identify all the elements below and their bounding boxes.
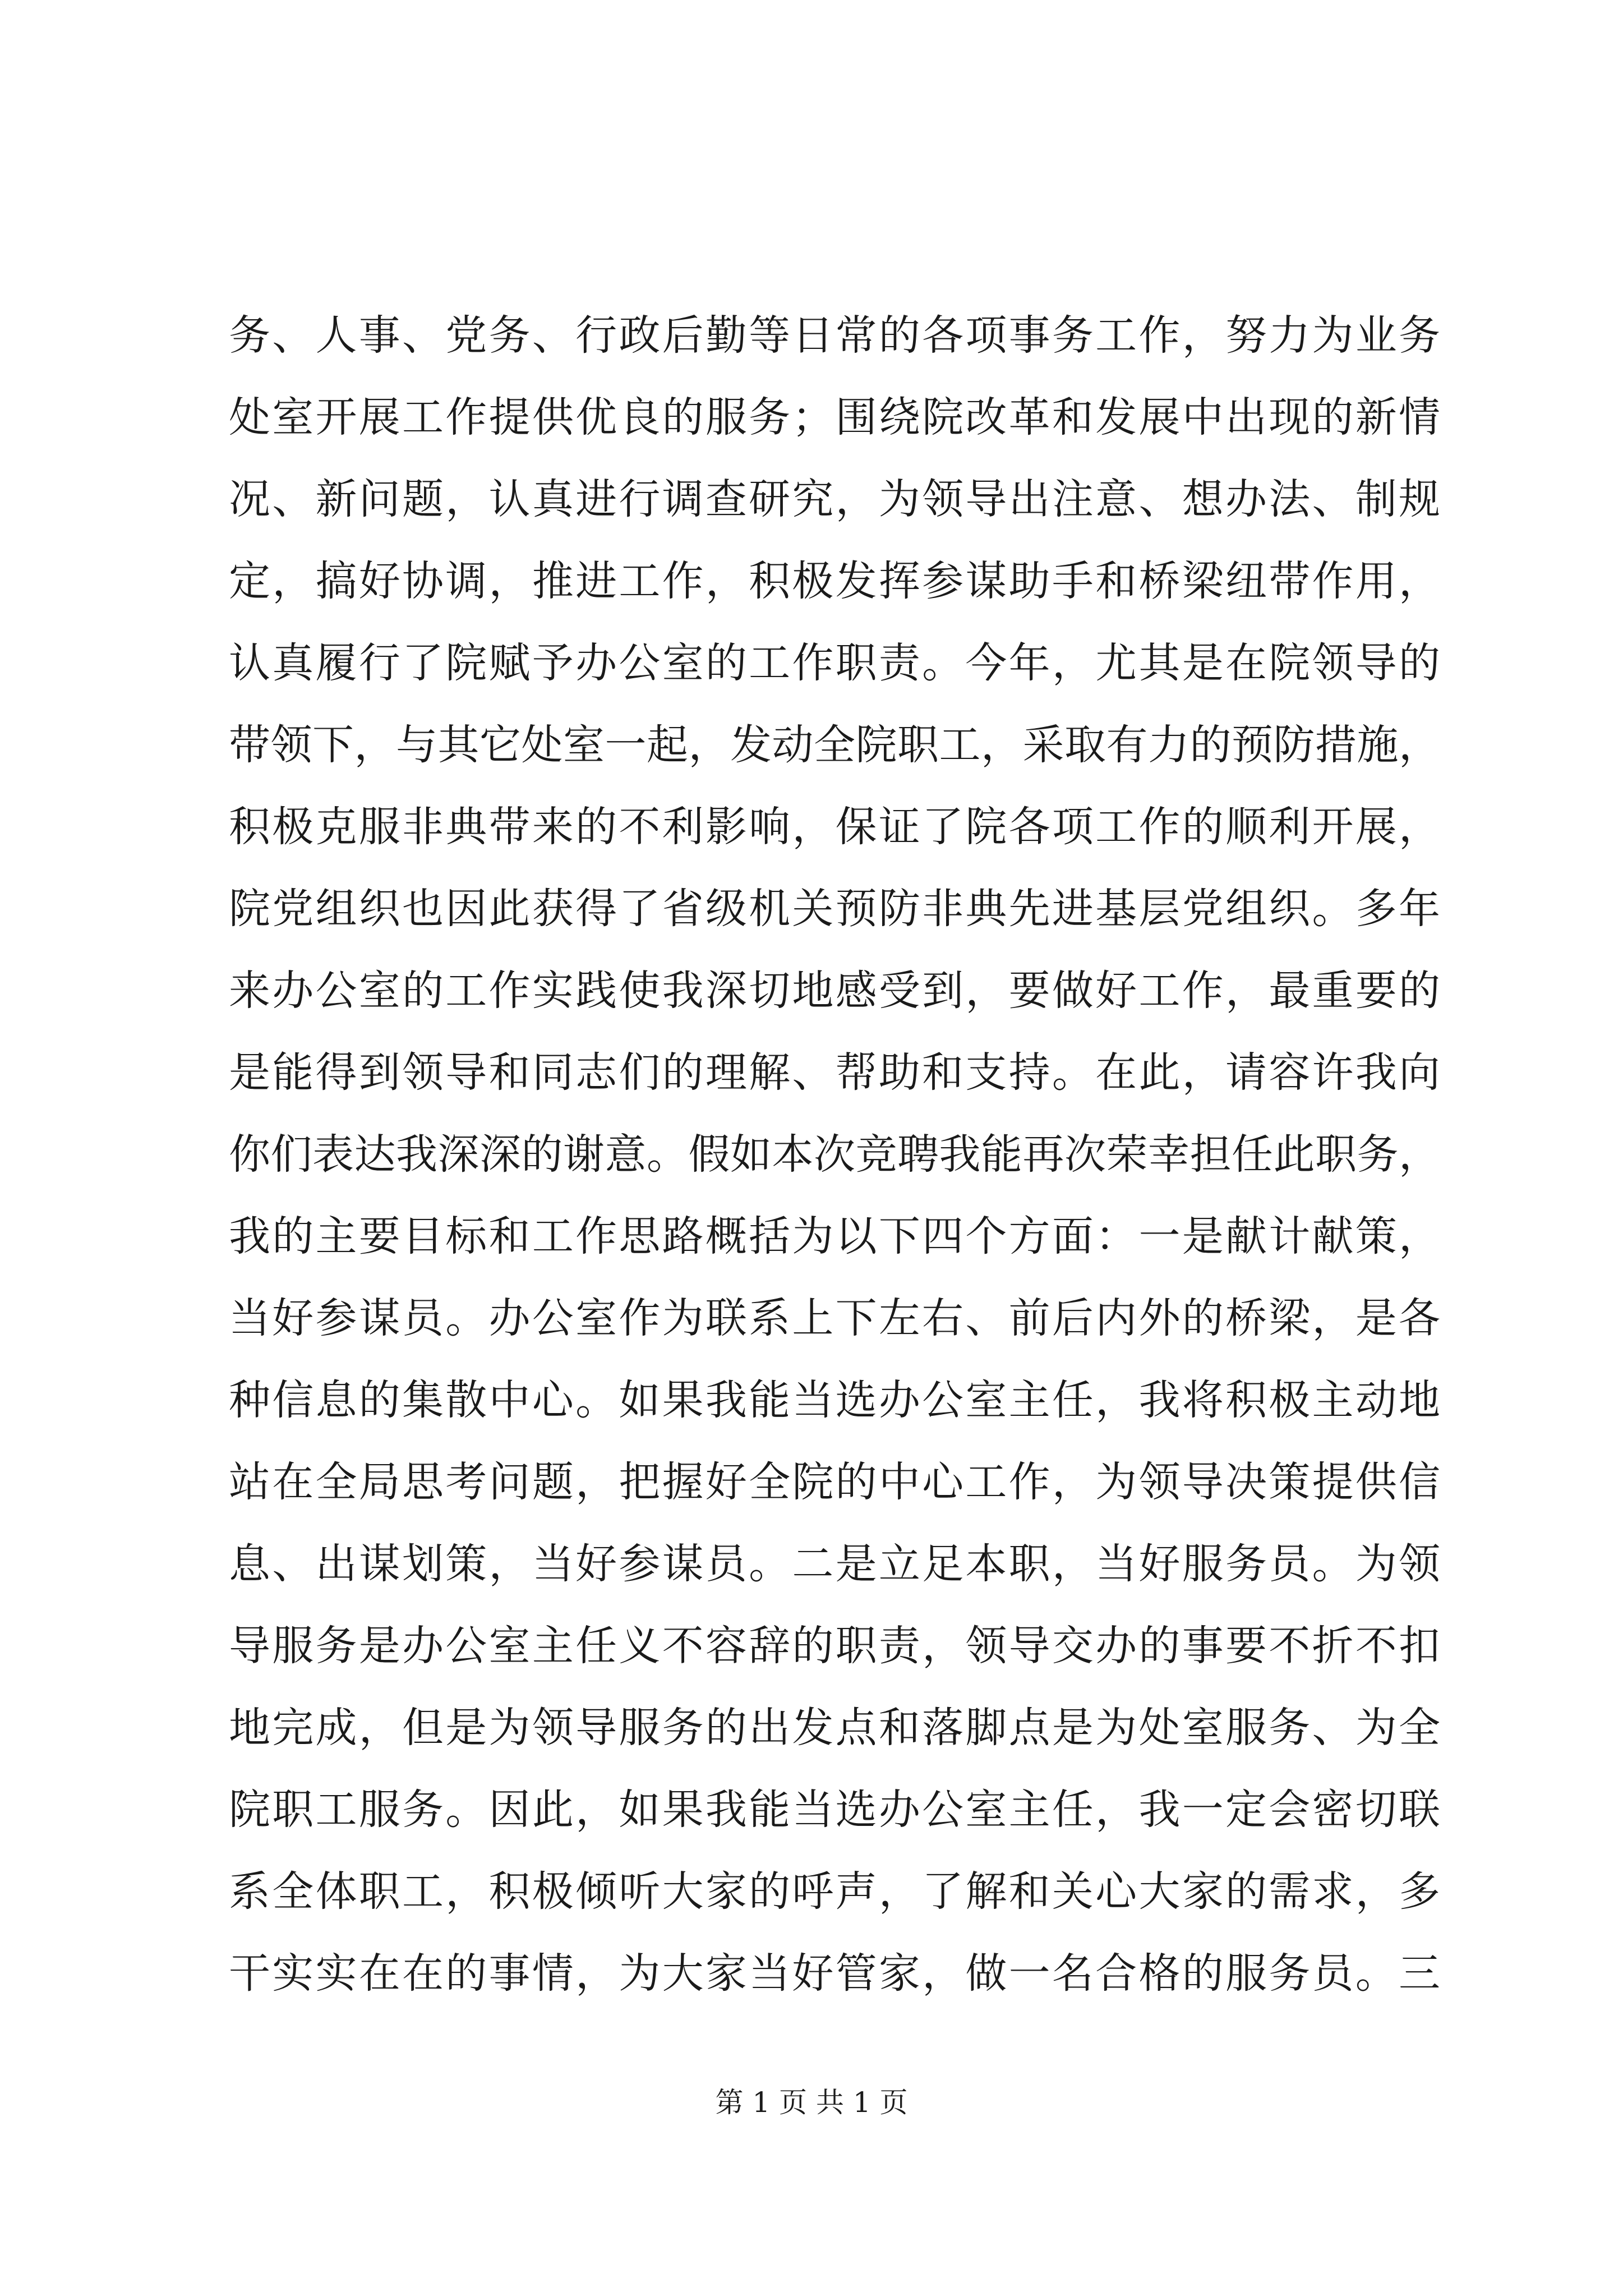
text-line: 院党组织也因此获得了省级机关预防非典先进基层党组织。多年 — [229, 885, 1440, 933]
text-line: 种信息的集散中心。如果我能当选办公室主任，我将积极主动地 — [229, 1376, 1440, 1424]
text-line: 当好参谋员。办公室作为联系上下左右、前后内外的桥梁，是各 — [229, 1294, 1440, 1342]
text-line: 息、出谋划策，当好参谋员。二是立足本职，当好服务员。为领 — [229, 1540, 1440, 1588]
text-line: 院职工服务。因此，如果我能当选办公室主任，我一定会密切联 — [229, 1786, 1440, 1834]
text-line: 带领下，与其它处室一起，发动全院职工，采取有力的预防措施， — [229, 721, 1440, 769]
text-line: 系全体职工，积极倾听大家的呼声，了解和关心大家的需求，多 — [229, 1867, 1440, 1916]
text-line: 定，搞好协调，推进工作，积极发挥参谋助手和桥梁纽带作用， — [229, 557, 1440, 605]
text-line: 站在全局思考问题，把握好全院的中心工作，为领导决策提供信 — [229, 1458, 1440, 1506]
text-line: 干实实在在的事情，为大家当好管家，做一名合格的服务员。三 — [229, 1949, 1440, 1998]
text-line: 地完成，但是为领导服务的出发点和落脚点是为处室服务、为全 — [229, 1704, 1440, 1752]
text-line: 务、人事、党务、行政后勤等日常的各项事务工作，努力为业务 — [229, 311, 1440, 360]
text-line: 你们表达我深深的谢意。假如本次竞聘我能再次荣幸担任此职务， — [229, 1130, 1440, 1179]
text-line: 是能得到领导和同志们的理解、帮助和支持。在此，请容许我向 — [229, 1048, 1440, 1097]
text-line: 处室开展工作提供优良的服务；围绕院改革和发展中出现的新情 — [229, 393, 1440, 441]
text-line: 认真履行了院赋予办公室的工作职责。今年，尤其是在院领导的 — [229, 639, 1440, 687]
page-number-footer: 第 1 页 共 1 页 — [715, 2086, 908, 2119]
text-line: 积极克服非典带来的不利影响，保证了院各项工作的顺利开展， — [229, 803, 1440, 851]
text-line: 来办公室的工作实践使我深切地感受到，要做好工作，最重要的 — [229, 967, 1440, 1015]
text-line: 况、新问题，认真进行调查研究，为领导出注意、想办法、制规 — [229, 475, 1440, 523]
text-line: 导服务是办公室主任义不容辞的职责，领导交办的事要不折不扣 — [229, 1622, 1440, 1670]
body-text — [229, 306, 1440, 2026]
text-line: 我的主要目标和工作思路概括为以下四个方面：一是献计献策， — [229, 1212, 1440, 1260]
